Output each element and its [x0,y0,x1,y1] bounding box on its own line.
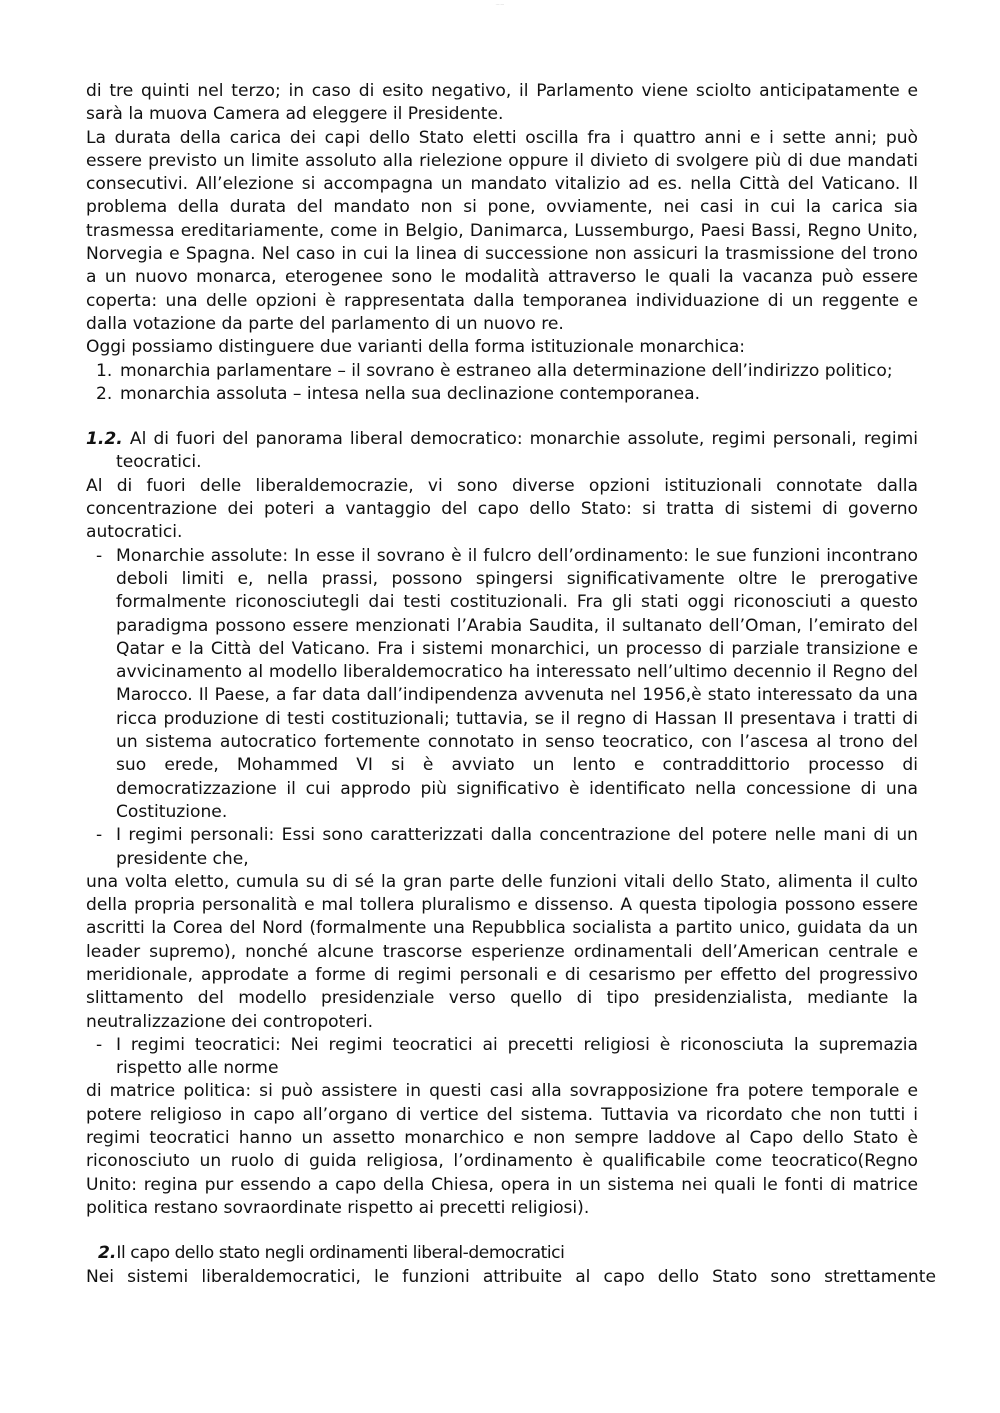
dash-bullet: - [96,545,103,566]
paragraph-monarchy-variants: Oggi possiamo distinguere due varianti della forma istituzionale monarchica: [86,337,746,358]
section-number: 2. [98,1243,117,1264]
paragraph-mandate-duration: La durata della carica dei capi dello Stato eletti oscilla fra i quattro anni e i sette anni; può essere previsto un limite assoluto alla rielezione oppure il divieto di svolgere più di due mandati consecutivi. All’elezione si accompagna un mandato vitalizio ad es. nella Città del Vaticano. Il problema della durata del mandato non si pone, ovviamente, nei casi in cui la carica sia trasmessa ereditariamente, come in Belgio, Danimarca, Lussemburgo, Paesi Bassi, Regno Unito, Norvegia e Spagna. Nel caso in cui la linea di successione non assicuri la trasmissione del trono a un nuovo monarca, eterogenee sono le modalità attraverso le quali la vacanza può essere coperta: una delle opzioni è rappresentata dalla temporanea individuazione di un reggente e dalla votazione da parte del parlamento di un nuovo re. [86,127,918,334]
paragraph-autocratic-systems: Al di fuori delle liberaldemocrazie, vi sono diverse opzioni istituzionali connotate dalla concentrazione dei poteri a vantaggio del capo dello Stato: si tratta di sistemi di governo autocratici. [86,475,918,543]
list-item [86,1034,918,1081]
section-title: Il capo dello stato negli ordinamenti liberal-democratici [116,1243,565,1264]
list-item-number: 1. [96,360,113,381]
paragraph-personal-regimes: una volta eletto, cumula su di sé la gran parte delle funzioni vitali dello Stato, alimenta il culto della propria personalità e mal tollera pluralismo e dissenso. A questa tipologia possono essere ascritti la Corea del Nord (formalmente una Repubblica socialista a partito unico, guidata da un leader supremo), nonché alcune trascorse esperienze ordinamentali dell’American centrale e meridionale, approdate a forme di regimi personali e di cesarismo per effetto del progressivo slittamento del modello presidenziale verso quello di tipo presidenzialista, mediante la neutralizzazione dei contropoteri. [86,871,918,1032]
list-item-text: monarchia assoluta – intesa nella sua declinazione contemporanea. [120,383,701,404]
list-item-text: Monarchie assolute: In esse il sovrano è il fulcro dell’ordinamento: le sue funzioni incontrano deboli limiti e, nella prassi, possono spingersi significativamente oltre le prerogative formalmente riconosciutegli dai testi costituzionali. Fra gli stati oggi riconosciuti a questo paradigma possono essere menzionati l’Arabia Saudita, il sultanato dell’Oman, l’emirato del Qatar e la Città del Vaticano. Fra i sistemi monarchici, un processo di parziale transizione e avvicinamento al modello liberaldemocratico ha interessato nell’ultimo decennio il Regno del Marocco. Il Paese, a far data dall’indipendenza avvenuta nel 1956,è stato interessato da una ricca produzione di testi costituzionali; tuttavia, se il regno di Hassan II presentava i tratti di un sistema autocratico fortemente connotato in senso teocratico, con l’ascesa al trono del suo erede, Mohammed VI si è avviato un lento e contraddittorio processo di democratizzazione il cui approdo più significativo è identificato nella concessione di una Costituzione. [116,545,918,822]
list-item-text: monarchia parlamentare – il sovrano è estraneo alla determinazione dell’indirizzo politico; [120,360,893,381]
absolute-monarchies-list [86,545,918,871]
paragraph-liberal-democratic-functions: Nei sistemi liberaldemocratici, le funzioni attribuite al capo dello Stato sono strettamente [86,1266,936,1287]
header-mark: ······· [495,2,505,7]
theocratic-regimes-list [86,1034,918,1081]
document-body [86,80,936,1289]
dash-bullet: - [96,1034,103,1055]
list-item [86,360,918,383]
paragraph-election: di tre quinti nel terzo; in caso di esito negativo, il Parlamento viene sciolto anticipatamente e sarà la muova Camera ad eleggere il Presidente. [86,81,918,125]
list-item-text: I regimi teocratici: Nei regimi teocratici ai precetti religiosi è riconosciuta la supremazia rispetto alle norme [116,1034,918,1079]
section-heading-1-2 [86,428,918,475]
list-item [86,824,918,871]
dash-bullet: - [96,825,103,846]
section-heading-2 [86,1242,918,1265]
section-number: 1.2. [86,429,123,450]
list-item-text: I regimi personali: Essi sono caratterizzati dalla concentrazione del potere nelle mani di un presidente che, [116,825,918,869]
list-item [86,383,918,406]
section-title: Al di fuori del panorama liberal democratico: monarchie assolute, regimi personali, regimi teocratici. [116,429,918,473]
paragraph-theocratic-regimes: di matrice politica: si può assistere in questi casi alla sovrapposizione fra potere temporale e potere religioso in capo all’organo di vertice del sistema. Tuttavia va ricordato che non tutti i regimi teocratici hanno un assetto monarchico e non sempre laddove al Capo dello Stato è riconosciuto un ruolo di guida religiosa, l’ordinamento è qualificabile come teocratico(Regno Unito: regina pur essendo a capo della Chiesa, opera in un sistema nei quali le fonti di matrice politica restano sovraordinate rispetto ai precetti religiosi). [86,1081,918,1218]
monarchy-variants-list [86,360,918,407]
list-item-number: 2. [96,383,113,404]
list-item [86,545,918,825]
